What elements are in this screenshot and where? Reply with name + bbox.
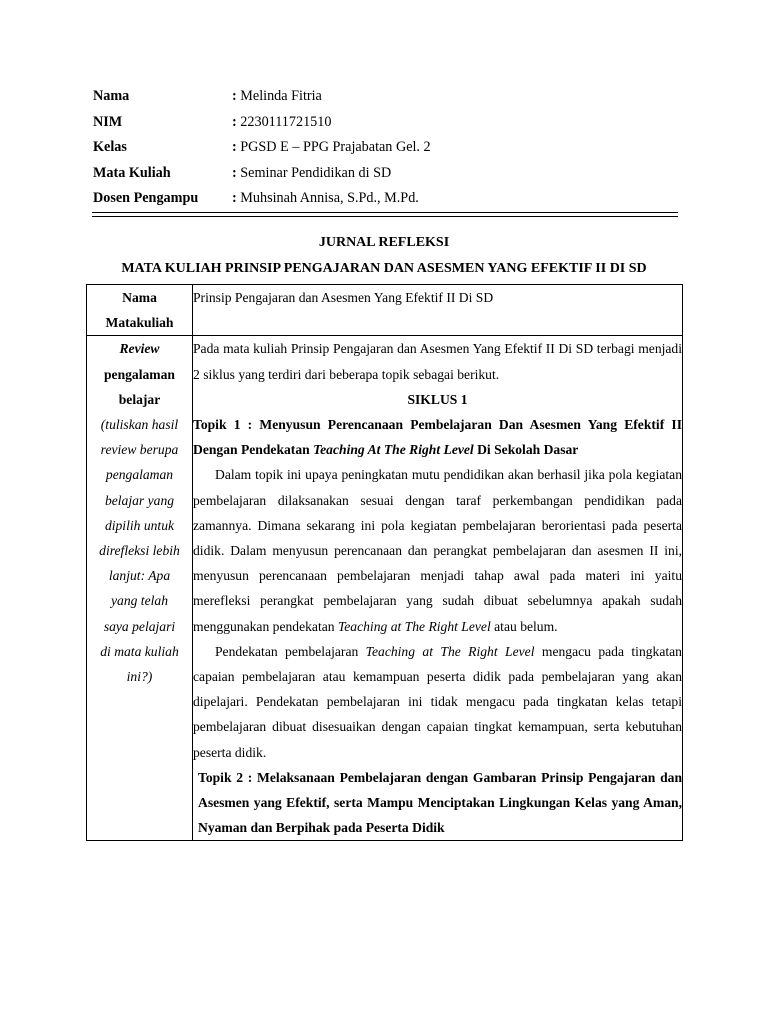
reflection-table [86,284,683,841]
course-name-value: Prinsip Pengajaran dan Asesmen Yang Efektif II Di SD [193,290,494,305]
identity-row-mata-kuliah [93,161,693,187]
nim-label: NIM [93,113,123,130]
journal-subtitle: MATA KULIAH PRINSIP PENGAJARAN DAN ASESMEN YANG EFEKTIF II DI SD [121,261,647,276]
topic-1-paragraph-1 [193,462,682,638]
mata-kuliah-value: Seminar Pendidikan di SD [240,164,392,181]
paragraph-italic: Teaching at The Right Level [337,618,491,634]
nim-value: 2230111721510 [240,113,332,130]
course-name-label-line2: Matakuliah [105,315,174,331]
paragraph-text-end: mengacu pada tingkatan capaian pembelajaran atau kemampuan peserta didik pada pembelajaran yang akan dipelajari. Pendekatan pembelajaran ini tidak mengacu pada tingkatan kelas tetapi pembelajaran dibuat disesuaikan dengan capaian tingkat kemampuan, serta kebutuhan peserta didik. [193,643,682,760]
review-instruction-line: belajar yang [104,492,175,508]
review-instruction-line: lanjut: Apa [108,568,171,584]
student-identity [93,84,693,212]
journal-title: JURNAL REFLEKSI [318,235,450,250]
review-instruction-line: saya pelajari [103,618,176,634]
topic-2-heading: Topik 2 : Melaksanaan Pembelajaran dengan Gambaran Prinsip Pengajaran dan Asesmen yang Efektif, serta Mampu Menciptakan Lingkungan Kelas yang Aman, Nyaman dan Berpihak pada Peserta Didik [198,769,682,836]
review-instruction-line: ini?) [126,669,153,685]
identity-row-name [93,84,693,110]
course-name-label-cell [87,285,193,336]
topic-1-heading [193,412,682,462]
dosen-label: Dosen Pengampu [93,190,199,206]
table-row-course-name [87,285,683,336]
name-value: Melinda Fitria [240,88,322,104]
kelas-label: Kelas [93,139,127,155]
review-instruction-line: yang telah [110,593,168,609]
review-label-cell [87,336,193,841]
course-name-label-line1: Nama [122,290,157,305]
topic-1-text: Topik 1 : Menyusun Perencanaan Pembelajaran Dan Asesmen Yang Efektif II Dengan Pendekatan [193,417,682,458]
review-instruction-line: di mata kuliah [100,643,179,659]
identity-row-nim [93,110,693,136]
colon: : [232,88,237,104]
colon: : [232,164,237,181]
review-label-title: Review [119,341,160,357]
separator-line-bottom [92,216,678,217]
name-label: Nama [93,88,130,104]
paragraph-text: Dalam topik ini upaya peningkatan mutu pendidikan akan berhasil jika pola kegiatan pembelajaran dilaksanakan sesuai dengan taraf perkembangan pendidikan pada zamannya. Dimana sekarang ini pola kegiatan pembelajaran berorientasi pada peserta didik. Dalam menyusun perencanaan dan perangkat pembelajaran dan asesmen II ini, menyusun perencanaan pembelajaran menjadi tahap awal pada materi ini yaitu merefleksi perangkat pembelajaran yang sudah dibuat sebelumnya apakah sudah menggunakan pendekatan [193,467,682,634]
separator-line-top [92,212,678,213]
table-row-review [87,336,683,841]
review-label-line2: pengalaman [103,366,175,382]
dosen-value: Muhsinah Annisa, S.Pd., M.Pd. [240,190,419,206]
paragraph-text-end: atau belum. [490,618,558,634]
review-instruction-line: (tuliskan hasil [100,417,179,433]
kelas-value: PGSD E – PPG Prajabatan Gel. 2 [240,139,431,155]
topic-1-text-end: Di Sekolah Dasar [473,442,579,458]
colon: : [232,190,237,206]
paragraph-italic: Teaching at The Right Level [365,643,535,659]
review-instruction-line: pengalaman [105,467,174,483]
mata-kuliah-label: Mata Kuliah [93,164,171,181]
review-content-cell [193,336,683,841]
topic-1-italic: Teaching At The Right Level [313,442,474,458]
topic-1-paragraph-2 [193,639,682,765]
cycle-heading: SIKLUS 1 [407,391,468,407]
course-name-value-cell [193,285,683,336]
review-instruction-line: direfleksi lebih [99,543,180,559]
colon: : [232,139,237,155]
identity-row-kelas [93,135,693,161]
review-instruction-line: dipilih untuk [104,517,175,533]
colon: : [232,113,237,130]
review-instruction-line: review berupa [100,442,179,458]
review-label-line3: belajar [118,391,161,407]
identity-row-dosen [93,186,693,212]
intro-paragraph: Pada mata kuliah Prinsip Pengajaran dan Asesmen Yang Efektif II Di SD terbagi menjadi 2 siklus yang terdiri dari beberapa topik sebagai berikut. [193,341,682,382]
paragraph-text: Pendekatan pembelajaran [215,643,366,659]
